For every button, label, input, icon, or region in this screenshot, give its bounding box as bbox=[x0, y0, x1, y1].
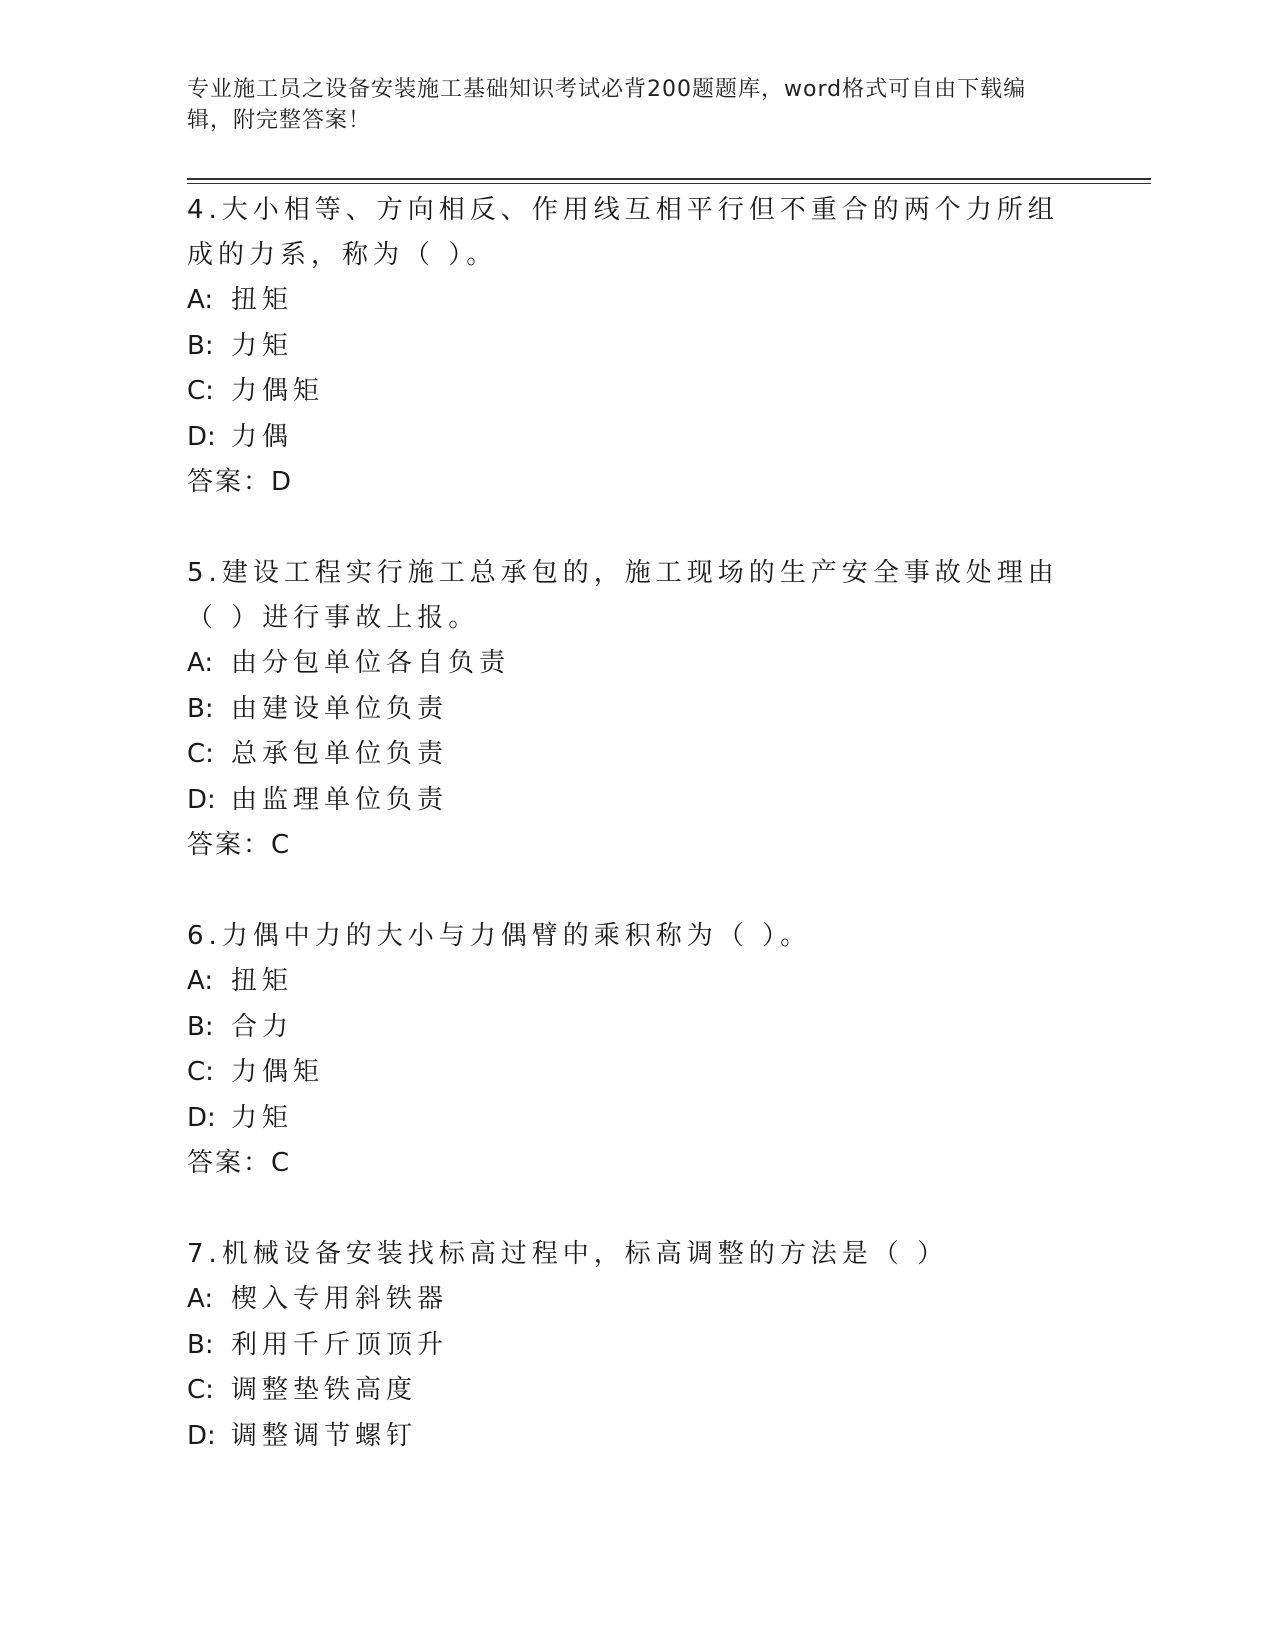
option-text: 调整调节螺钉 bbox=[231, 1420, 418, 1451]
option-c bbox=[187, 732, 1067, 778]
option-text: 扭矩 bbox=[231, 285, 294, 315]
option-text: 由建设单位负责 bbox=[231, 693, 449, 724]
option-key: C: bbox=[187, 376, 214, 406]
option-b bbox=[187, 687, 1067, 733]
option-key: D: bbox=[187, 1420, 216, 1451]
option-key: C: bbox=[187, 739, 214, 769]
option-c bbox=[187, 1368, 1067, 1414]
option-a bbox=[187, 959, 1067, 1005]
option-d bbox=[187, 1414, 1067, 1460]
option-key: D: bbox=[187, 784, 216, 815]
option-b bbox=[187, 324, 1067, 370]
option-key: B: bbox=[187, 330, 214, 361]
option-key: C: bbox=[187, 1375, 214, 1405]
option-a bbox=[187, 1277, 1067, 1323]
option-text: 利用千斤顶顶升 bbox=[231, 1329, 449, 1360]
question-7 bbox=[187, 1232, 1067, 1459]
header-divider-thin bbox=[187, 183, 1151, 184]
option-text: 总承包单位负责 bbox=[231, 739, 449, 769]
option-key: D: bbox=[187, 421, 216, 452]
option-d bbox=[187, 415, 1067, 461]
option-text: 楔入专用斜铁器 bbox=[231, 1284, 449, 1314]
question-6 bbox=[187, 914, 1067, 1187]
answer-line: 答案：C bbox=[187, 1148, 292, 1178]
question-4 bbox=[187, 188, 1067, 506]
option-b bbox=[187, 1323, 1067, 1369]
option-text: 力矩 bbox=[231, 1102, 294, 1133]
option-text: 力偶 bbox=[231, 421, 294, 452]
question-stem: 7.机械设备安装找标高过程中，标高调整的方法是（ ） bbox=[187, 1239, 949, 1269]
option-key: C: bbox=[187, 1057, 214, 1087]
option-c bbox=[187, 1050, 1067, 1096]
option-text: 合力 bbox=[231, 1011, 294, 1042]
option-text: 力偶矩 bbox=[231, 1057, 325, 1087]
option-key: A: bbox=[187, 966, 214, 996]
question-5 bbox=[187, 551, 1067, 869]
option-text: 力矩 bbox=[231, 330, 294, 361]
option-key: A: bbox=[187, 1284, 214, 1314]
option-text: 由分包单位各自负责 bbox=[231, 648, 511, 678]
option-d bbox=[187, 778, 1067, 824]
option-text: 调整垫铁高度 bbox=[231, 1375, 418, 1405]
option-b bbox=[187, 1005, 1067, 1051]
option-key: A: bbox=[187, 648, 214, 678]
option-key: B: bbox=[187, 1011, 214, 1042]
answer-line: 答案：C bbox=[187, 830, 292, 860]
option-a bbox=[187, 278, 1067, 324]
option-key: A: bbox=[187, 285, 214, 315]
option-c bbox=[187, 369, 1067, 415]
option-key: B: bbox=[187, 693, 214, 724]
question-stem: 4.大小相等、方向相反、作用线互相平行但不重合的两个力所组成的力系，称为（ ）。 bbox=[187, 195, 1059, 270]
option-a bbox=[187, 641, 1067, 687]
option-text: 力偶矩 bbox=[231, 376, 325, 406]
option-text: 由监理单位负责 bbox=[231, 784, 449, 815]
option-key: D: bbox=[187, 1102, 216, 1133]
header-divider-thick bbox=[187, 178, 1151, 180]
question-stem: 6.力偶中力的大小与力偶臂的乘积称为（ ）。 bbox=[187, 921, 812, 951]
answer-line: 答案：D bbox=[187, 467, 294, 497]
option-text: 扭矩 bbox=[231, 966, 294, 996]
document-header: 专业施工员之设备安装施工基础知识考试必背200题题库，word格式可自由下载编辑，附完整答案！ bbox=[187, 77, 1027, 133]
option-d bbox=[187, 1096, 1067, 1142]
question-stem: 5.建设工程实行施工总承包的，施工现场的生产安全事故处理由（ ）进行事故上报。 bbox=[187, 558, 1059, 633]
option-key: B: bbox=[187, 1329, 214, 1360]
